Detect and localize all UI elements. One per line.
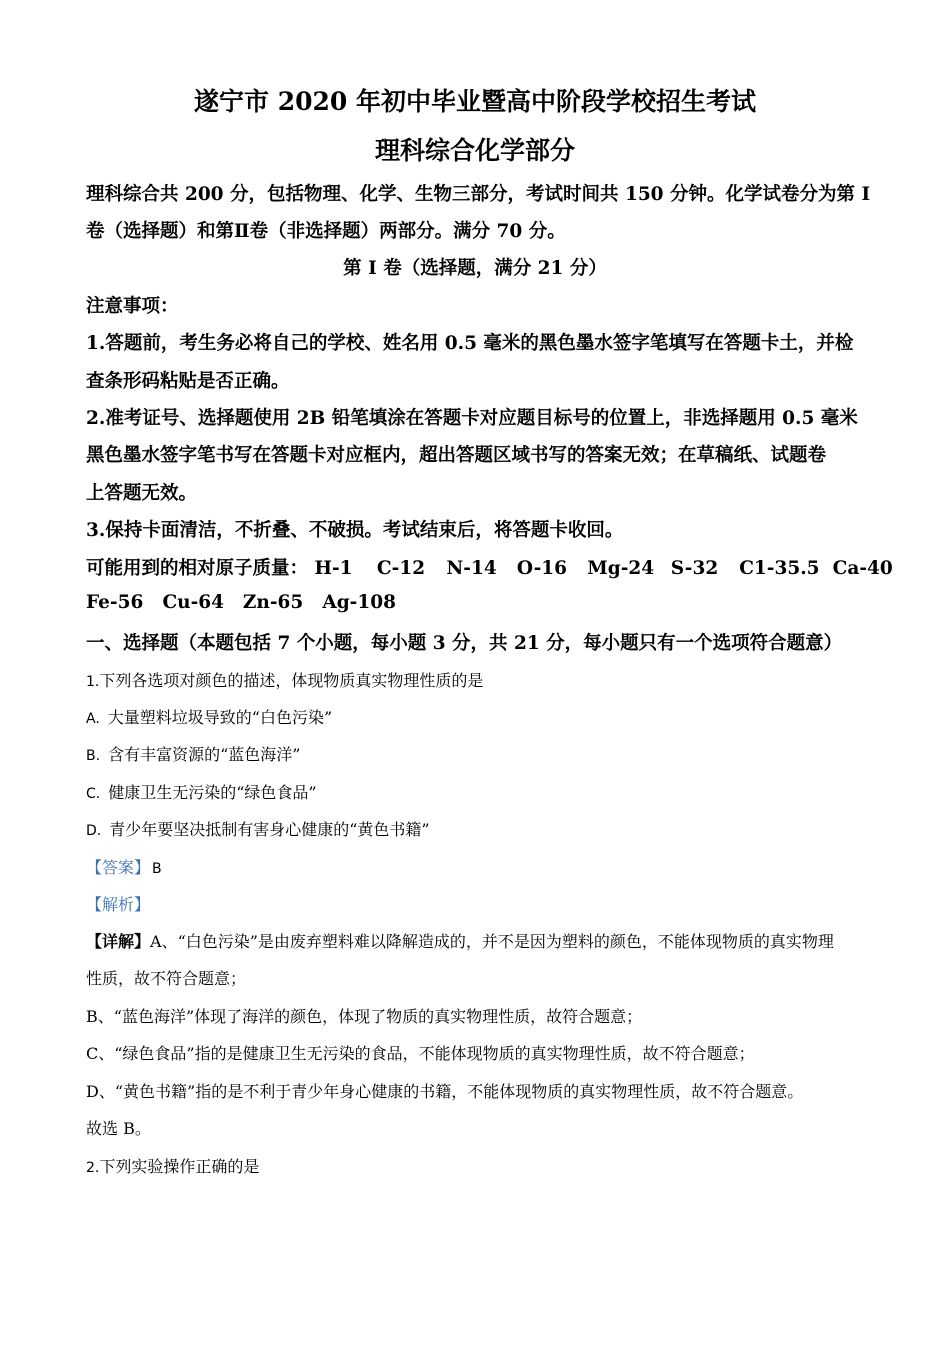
option-letter: A.: [86, 711, 100, 727]
answer-value: B: [152, 861, 162, 877]
atomic-mass: Ag-108: [322, 592, 396, 613]
question-number: 1.: [86, 674, 100, 690]
atomic-mass: Fe-56: [86, 592, 144, 613]
atomic-masses-label: 可能用到的相对原子质量：: [86, 558, 309, 579]
option-letter: B.: [86, 748, 101, 764]
conclusion-line: 故选 B。: [86, 1119, 151, 1138]
intro-line: 卷（选择题）和第Ⅱ卷（非选择题）两部分。满分 70 分。: [86, 221, 566, 242]
detail-line: C、“绿色食品”指的是健康卫生无污染的食品，不能体现物质的真实物理性质，故不符合题意；: [86, 1044, 755, 1063]
exam-title: 遂宁市 2020 年初中毕业暨高中阶段学校招生考试: [194, 87, 756, 116]
intro-line: 理科综合共 200 分，包括物理、化学、生物三部分，考试时间共 150 分钟。化学试卷分为第 I: [86, 184, 871, 205]
atomic-mass: Cu-64: [162, 592, 225, 613]
answer-line: [86, 855, 162, 878]
detail-line: 性质，故不符合题意；: [86, 969, 247, 988]
notice-item: 3.保持卡面清洁，不折叠、不破损。考试结束后，将答题卡收回。: [86, 520, 624, 541]
answer-tag: 【答案】: [86, 858, 151, 877]
option-letter: D.: [86, 823, 102, 839]
option-text: 大量塑料垃圾导致的“白色污染”: [107, 708, 333, 727]
option-text: 健康卫生无污染的“绿色食品”: [108, 783, 317, 802]
part-heading: 第 I 卷（选择题，满分 21 分）: [343, 258, 607, 279]
atomic-mass: Ca-40: [832, 558, 893, 579]
option-text: 含有丰富资源的“蓝色海洋”: [108, 745, 301, 764]
notice-item: 上答题无效。: [86, 483, 198, 504]
question-text: 下列各选项对颜色的描述，体现物质真实物理性质的是: [99, 671, 484, 690]
detail-line: D、“黄色书籍”指的是不利于青少年身心健康的书籍，不能体现物质的真实物理性质，故不符合题意。: [86, 1082, 804, 1101]
section-heading: 一、选择题（本题包括 7 个小题，每小题 3 分，共 21 分，每小题只有一个选项符合题意）: [86, 633, 843, 654]
notice-item: 查条形码粘贴是否正确。: [86, 371, 290, 392]
option-c: [86, 780, 317, 803]
detail-text: A、“白色污染”是由废弃塑料难以降解造成的，并不是因为塑料的颜色，不能体现物质的真实物理: [150, 932, 834, 951]
option-b: [86, 742, 300, 765]
notice-item: 1.答题前，考生务必将自己的学校、姓名用 0.5 毫米的黑色墨水签字笔填写在答题卡土，并检: [86, 333, 854, 354]
atomic-mass: C-12: [376, 558, 426, 579]
atomic-mass: H-1: [314, 558, 353, 579]
notice-item: 2.准考证号、选择题使用 2B 铅笔填涂在答题卡对应题目标号的位置上，非选择题用 0.5 毫米: [86, 408, 858, 429]
atomic-mass: Mg-24: [587, 558, 655, 579]
atomic-mass: N-14: [446, 558, 497, 579]
exam-subtitle: 理科综合化学部分: [374, 136, 575, 165]
detail-tag: 【详解】: [86, 932, 151, 951]
notice-heading: 注意事项：: [86, 296, 179, 317]
detail-line: [86, 929, 834, 952]
option-letter: C.: [86, 786, 101, 802]
question-stem: [86, 1154, 259, 1177]
option-a: [86, 705, 332, 728]
question-number: 2.: [86, 1160, 100, 1176]
detail-line: B、“蓝色海洋”体现了海洋的颜色，体现了物质的真实物理性质，故符合题意；: [86, 1007, 643, 1026]
atomic-mass: S-32: [670, 558, 719, 579]
atomic-mass: C1-35.5: [739, 558, 820, 579]
atomic-masses: [86, 554, 893, 580]
atomic-mass: Zn-65: [242, 592, 304, 613]
atomic-masses: [86, 592, 396, 613]
analysis-tag: 【解析】: [86, 895, 151, 914]
atomic-mass: O-16: [516, 558, 568, 579]
option-text: 青少年要坚决抵制有害身心健康的“黄色书籍”: [109, 820, 430, 839]
notice-item: 黑色墨水签字笔书写在答题卡对应框内，超出答题区域书写的答案无效；在草稿纸、试题卷: [86, 445, 827, 466]
question-text: 下列实验操作正确的是: [99, 1157, 260, 1176]
question-stem: [86, 668, 483, 691]
option-d: [86, 817, 430, 840]
analysis-line: [86, 892, 150, 915]
